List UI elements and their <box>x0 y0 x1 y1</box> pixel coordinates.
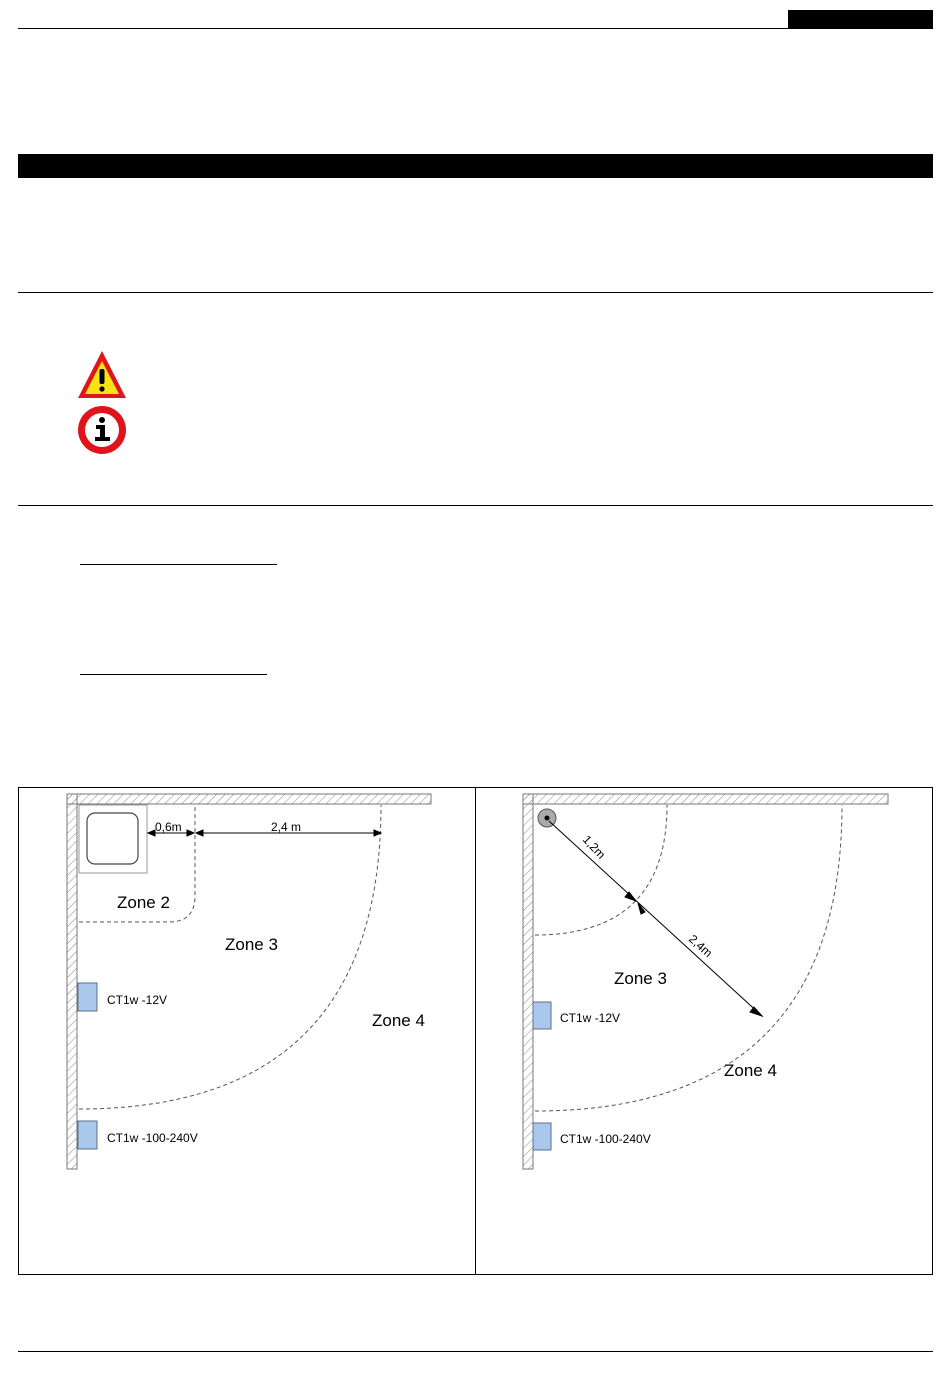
header-tab <box>788 10 933 28</box>
zone2-boundary <box>535 805 667 935</box>
footer-rule <box>18 1351 933 1352</box>
device-mains-label: CT1w -100-240V <box>107 1131 198 1145</box>
dimension-short-label: 0,6m <box>155 820 182 834</box>
device-12v <box>533 1002 551 1029</box>
bathroom-zones-diagram-right <box>476 788 932 1188</box>
info-circle-icon <box>76 404 128 456</box>
section-heading-bar <box>18 154 933 178</box>
subheading-underline <box>80 674 267 675</box>
dimension-long-label: 2,4 m <box>271 820 302 834</box>
device-12v <box>78 983 97 1011</box>
bathroom-zones-diagram-left <box>19 788 475 1188</box>
warning-triangle-icon <box>76 348 128 400</box>
device-12v-label: CT1w -12V <box>560 1011 621 1025</box>
zone3-label: Zone 3 <box>225 935 278 954</box>
shower-tray-basin <box>87 813 138 864</box>
header-rule <box>18 28 933 29</box>
wall-left <box>67 794 77 1169</box>
device-mains-label: CT1w -100-240V <box>560 1132 651 1146</box>
device-mains <box>78 1121 97 1149</box>
subheading-underline <box>80 564 277 565</box>
zone3-label: Zone 3 <box>614 969 667 988</box>
wall-left <box>523 794 533 1169</box>
divider-rule <box>18 292 933 293</box>
device-12v-label: CT1w -12V <box>107 993 168 1007</box>
dimension-long-label: 2,4m <box>685 931 716 961</box>
divider-rule <box>18 505 933 506</box>
zone4-label: Zone 4 <box>724 1061 777 1080</box>
zone2-label: Zone 2 <box>117 893 170 912</box>
zone4-label: Zone 4 <box>372 1011 425 1030</box>
wall-top <box>523 794 888 804</box>
dimension-short-label: 1,2m <box>579 832 609 862</box>
wall-top <box>67 794 431 804</box>
device-mains <box>533 1123 551 1150</box>
